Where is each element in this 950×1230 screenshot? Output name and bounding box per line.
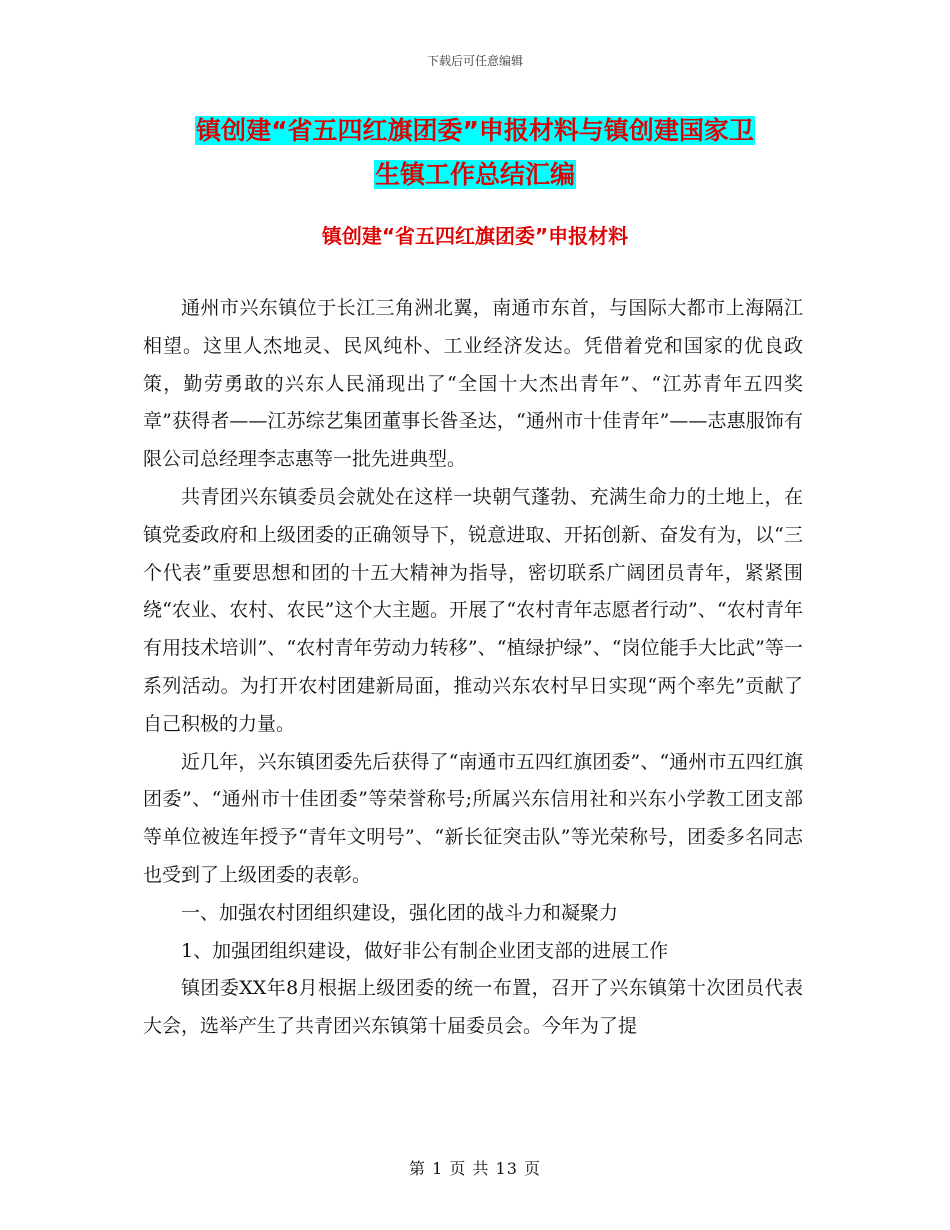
document-title-line-1 [0, 112, 950, 150]
page-footer: 第 1 页 共 13 页 [409, 1159, 541, 1178]
paragraph-intro: 通州市兴东镇位于长江三角洲北翼，南通市东首，与国际大都市上海隔江相望。这里人杰地灵、民风纯朴、工业经济发达。凭借着党和国家的优良政策，勤劳勇敢的兴东人民涌现出了“全国十大杰出青年”、“江苏青年五四奖章”获得者——江苏综艺集团董事长昝圣达，“通州市十佳青年”——志惠服饰有限公司总经理李志惠等一批先进典型。 [143, 297, 803, 471]
document-title-text-1: 镇创建“省五四红旗团委”申报材料与镇创建国家卫 [196, 116, 754, 145]
document-body [143, 290, 803, 1046]
section-title: 镇创建“省五四红旗团委”申报材料 [321, 224, 629, 248]
paragraph-honors: 近几年，兴东镇团委先后获得了“南通市五四红旗团委”、“通州市五四红旗团委”、“通州市十佳团委”等荣誉称号;所属兴东信用社和兴东小学教工团支部等单位被连年授予“青年文明号”、“新长征突击队”等光荣称号，团委多名同志也受到了上级团委的表彰。 [143, 750, 803, 886]
paragraph-congress: 镇团委XX年8月根据上级团委的统一布置，召开了兴东镇第十次团员代表大会，选举产生了共青团兴东镇第十届委员会。今年为了提 [143, 977, 803, 1038]
header-note: 下载后可任意编辑 [426, 54, 523, 68]
paragraph-committee: 共青团兴东镇委员会就处在这样一块朝气蓬勃、充满生命力的土地上，在镇党委政府和上级团委的正确领导下，锐意进取、开拓创新、奋发有为，以“三个代表”重要思想和团的十五大精神为指导，密切联系广阔团员青年，紧紧围绕“农业、农村、农民”这个大主题。开展了“农村青年志愿者行动”、“农村青年有用技术培训”、“农村青年劳动力转移”、“植绿护绿”、“岗位能手大比武”等一系列活动。为打开农村团建新局面，推动兴东农村早日实现“两个率先”贡献了自己积极的力量。 [143, 485, 803, 735]
heading-section-1: 一、加强农村团组织建设，强化团的战斗力和凝聚力 [181, 901, 619, 924]
document-title-text-2: 生镇工作总结汇编 [374, 160, 575, 189]
document-title-line-2 [0, 156, 950, 194]
heading-subsection-1: 1、加强团组织建设，做好非公有制企业团支部的进展工作 [181, 939, 669, 962]
